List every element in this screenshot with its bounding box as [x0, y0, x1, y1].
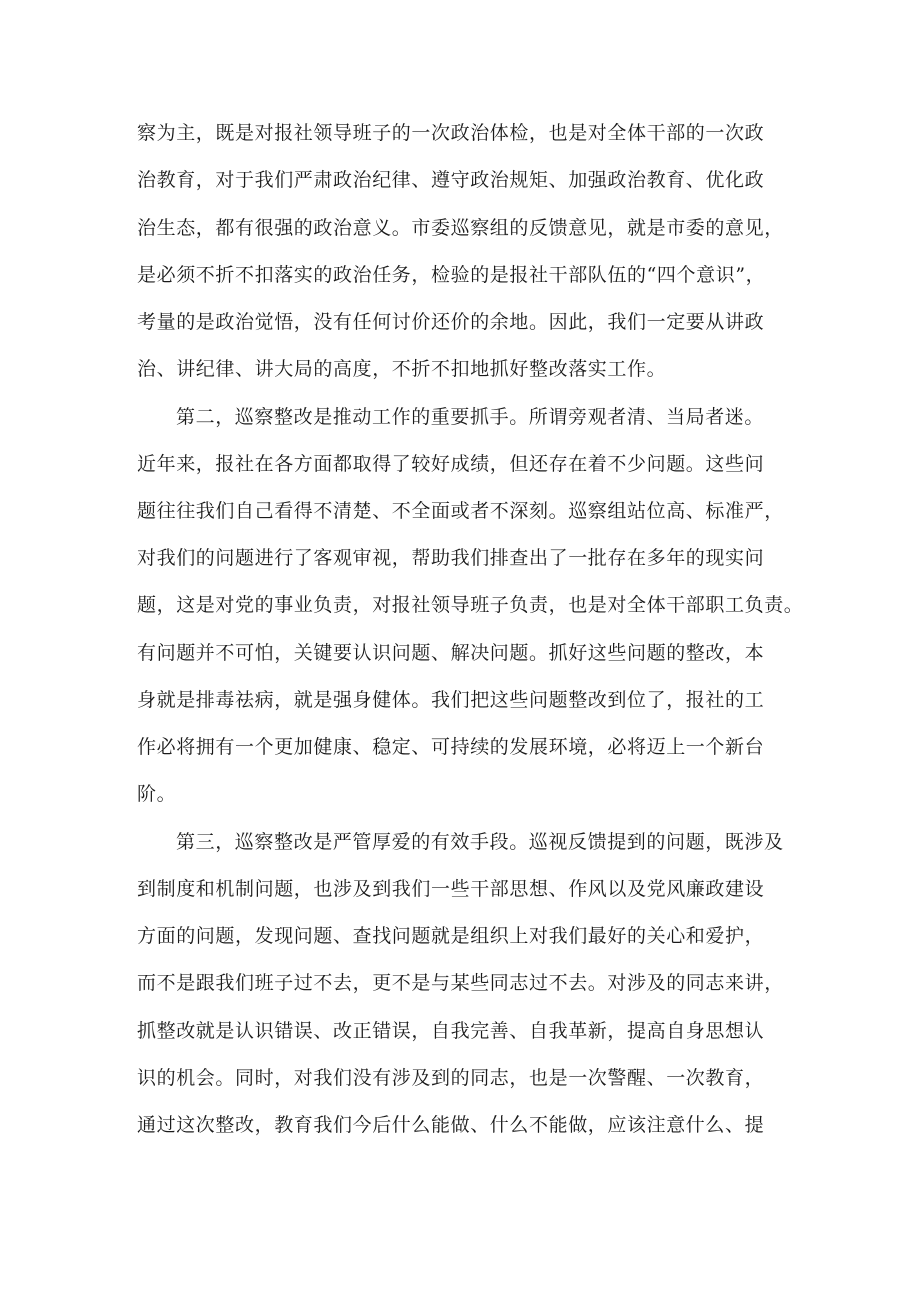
paragraph-2-line-9: 阶。 — [137, 783, 177, 805]
paragraph-3-line-3: 方面的问题，发现问题、查找问题就是组织上对我们最好的关心和爱护， — [137, 925, 765, 947]
paragraph-1-line-6: 治、讲纪律、讲大局的高度，不折不扣地抓好整改落实工作。 — [137, 358, 667, 380]
paragraph-2-line-8: 作必将拥有一个更加健康、稳定、可持续的发展环境，必将迈上一个新台 — [137, 736, 765, 758]
paragraph-3-line-1: 第三，巡察整改是严管厚爱的有效手段。巡视反馈提到的问题，既涉及 — [176, 831, 784, 853]
paragraph-2-line-1: 第二，巡察整改是推动工作的重要抓手。所谓旁观者清、当局者迷。 — [176, 406, 765, 428]
paragraph-2-line-7: 身就是排毒祛病，就是强身健体。我们把这些问题整改到位了，报社的工 — [137, 689, 765, 711]
paragraph-1-line-1: 察为主，既是对报社领导班子的一次政治体检，也是对全体干部的一次政 — [137, 122, 765, 144]
paragraph-3-line-4: 而不是跟我们班子过不去，更不是与某些同志过不去。对涉及的同志来讲， — [137, 972, 784, 994]
paragraph-1-line-2: 治教育，对于我们严肃政治纪律、遵守政治规矩、加强政治教育、优化政 — [137, 169, 765, 191]
paragraph-2-line-4: 对我们的问题进行了客观审视，帮助我们排查出了一批存在多年的现实问 — [137, 547, 765, 569]
paragraph-3-line-6: 识的机会。同时，对我们没有涉及到的同志，也是一次警醒、一次教育， — [137, 1067, 765, 1089]
paragraph-2-line-5: 题，这是对党的事业负责，对报社领导班子负责，也是对全体干部职工负责。 — [137, 594, 804, 616]
paragraph-2-line-2: 近年来，报社在各方面都取得了较好成绩，但还存在着不少问题。这些问 — [137, 453, 765, 475]
paragraph-2-line-6: 有问题并不可怕，关键要认识问题、解决问题。抓好这些问题的整改，本 — [137, 642, 765, 664]
paragraph-3-line-5: 抓整改就是认识错误、改正错误，自我完善、自我革新，提高自身思想认 — [137, 1020, 765, 1042]
paragraph-1-line-4: 是必须不折不扣落实的政治任务，检验的是报社干部队伍的“四个意识”， — [137, 264, 766, 286]
paragraph-3-line-7: 通过这次整改，教育我们今后什么能做、什么不能做，应该注意什么、提 — [137, 1114, 765, 1136]
paragraph-2-line-3: 题往往我们自己看得不清楚、不全面或者不深刻。巡察组站位高、标准严， — [137, 500, 784, 522]
paragraph-1-line-3: 治生态，都有很强的政治意义。市委巡察组的反馈意见，就是市委的意见， — [137, 217, 784, 239]
paragraph-3-line-2: 到制度和机制问题，也涉及到我们一些干部思想、作风以及党风廉政建设 — [137, 878, 765, 900]
paragraph-1-line-5: 考量的是政治觉悟，没有任何讨价还价的余地。因此，我们一定要从讲政 — [137, 311, 765, 333]
